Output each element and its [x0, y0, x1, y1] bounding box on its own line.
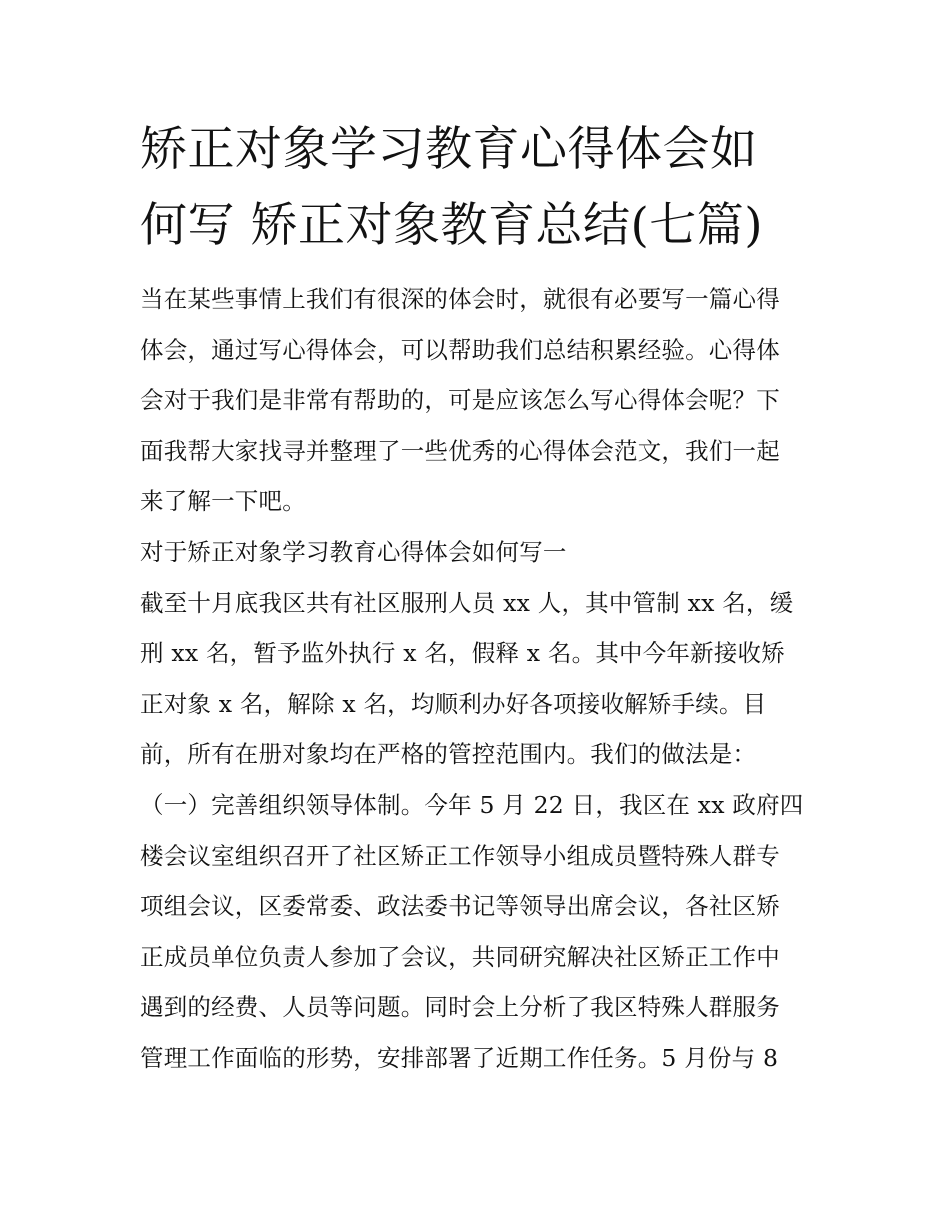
title-line: 矫正对象学习教育心得体会如 — [140, 122, 758, 177]
intro-line: 会对于我们是非常有帮助的，可是应该怎么写心得体会呢？下 — [140, 386, 780, 415]
paragraph-line: 项组会议，区委常委、政法委书记等领导出席会议，各社区矫 — [140, 892, 780, 921]
paragraph-line: 前，所有在册对象均在严格的管控范围内。我们的做法是： — [140, 740, 757, 769]
paragraph-line: 楼会议室组织召开了社区矫正工作领导小组成员暨特殊人群专 — [140, 841, 780, 870]
paragraph-line: 正成员单位负责人参加了会议，共同研究解决社区矫正工作中 — [140, 942, 780, 971]
paragraph-line: 管理工作面临的形势，安排部署了近期工作任务。5 月份与 8 — [140, 1043, 779, 1072]
intro-line: 当在某些事情上我们有很深的体会时，就很有必要写一篇心得 — [140, 285, 780, 313]
paragraph-line: 正对象 x 名，解除 x 名，均顺利办好各项接收解矫手续。目 — [140, 689, 767, 718]
section-heading: 对于矫正对象学习教育心得体会如何写一 — [140, 537, 567, 566]
title-line: 何写 矫正对象教育总结(七篇) — [140, 198, 764, 253]
document-body — [140, 274, 810, 1084]
paragraph-line: 截至十月底我区共有社区服刑人员 xx 人，其中管制 xx 名，缓 — [140, 588, 794, 617]
intro-line: 面我帮大家找寻并整理了一些优秀的心得体会范文，我们一起 — [140, 436, 780, 465]
paragraph-line: 刑 xx 名，暂予监外执行 x 名，假释 x 名。其中今年新接收矫 — [140, 639, 785, 668]
document-title — [140, 112, 810, 264]
paragraph-line: 遇到的经费、人员等问题。同时会上分析了我区特殊人群服务 — [140, 993, 780, 1022]
intro-line: 来了解一下吧。 — [140, 487, 306, 516]
document-content — [140, 112, 810, 1084]
intro-line: 体会，通过写心得体会，可以帮助我们总结积累经验。心得体 — [140, 335, 780, 364]
paragraph-line: （一）完善组织领导体制。今年 5 月 22 日，我区在 xx 政府四 — [140, 790, 804, 819]
